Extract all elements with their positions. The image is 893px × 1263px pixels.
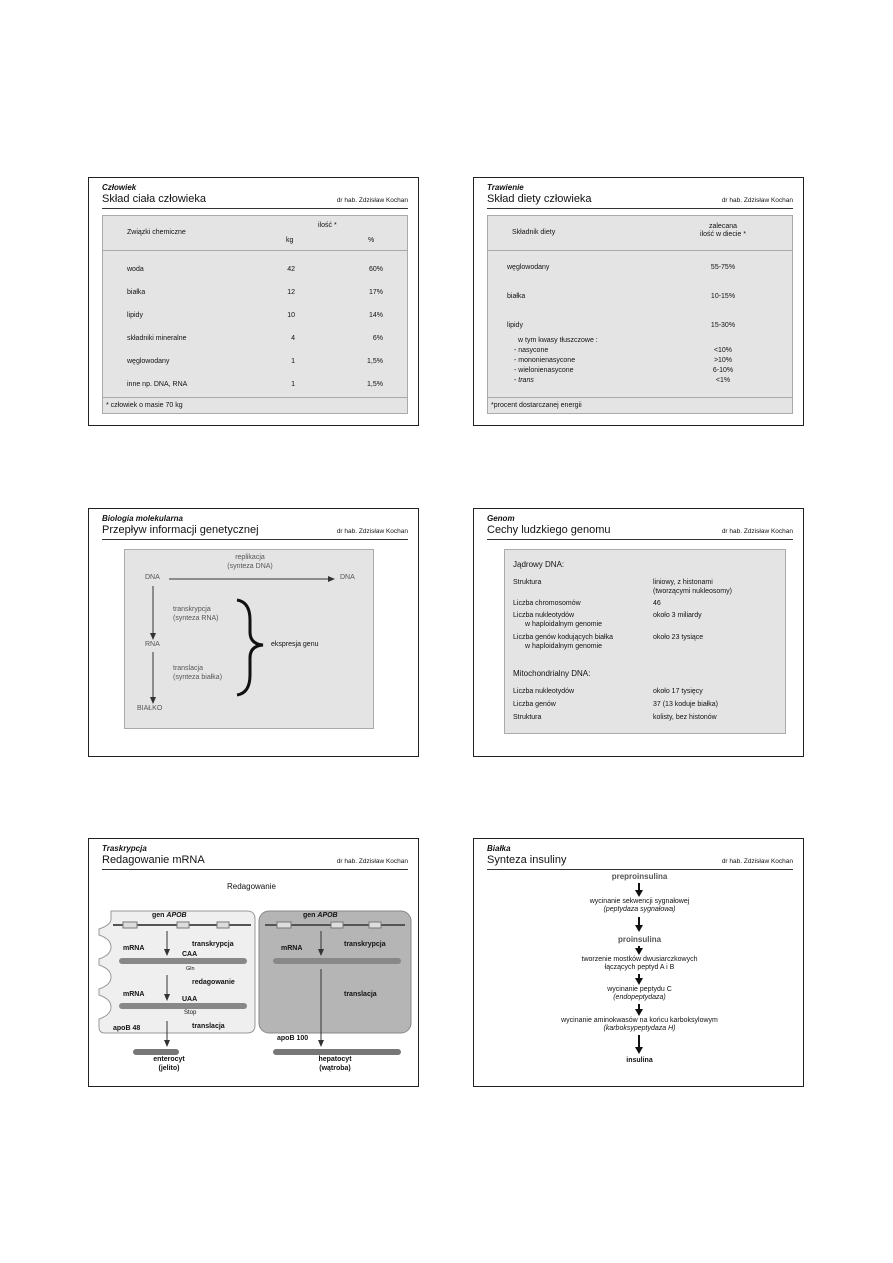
arrowhead bbox=[635, 925, 643, 932]
mrna-bar bbox=[273, 958, 401, 964]
slide-author: dr hab. Zdzisław Kochan bbox=[336, 858, 408, 865]
gene-label-left bbox=[152, 912, 187, 919]
replication-label: replikacja bbox=[235, 554, 265, 561]
stop-label: Stop bbox=[184, 1010, 197, 1016]
row-value: 55-75% bbox=[710, 264, 736, 271]
slide-title: Skład ciała człowieka bbox=[102, 193, 206, 205]
header-kg: kg bbox=[286, 237, 294, 244]
translation-sub: (synteza białka) bbox=[173, 674, 223, 681]
gene-prefix: gen bbox=[303, 912, 318, 919]
composition-table bbox=[102, 215, 408, 414]
slide-body-composition bbox=[88, 177, 419, 426]
row-pct: 14% bbox=[368, 312, 383, 319]
arrowhead bbox=[635, 890, 643, 897]
row-kg: 10 bbox=[287, 312, 295, 319]
row-pct: 1,5% bbox=[367, 358, 383, 365]
genome-key: Liczba genów kodujących białka bbox=[513, 634, 614, 641]
fat-heading: w tym kwasy tłuszczowe : bbox=[518, 337, 598, 344]
step-carboxyl: wycinanie aminokwasów na końcu karboksylowym bbox=[561, 1017, 718, 1024]
step-c-peptide: wycinanie peptydu C bbox=[607, 986, 672, 993]
genome-value-cont: (tworzącymi nukleosomy) bbox=[653, 588, 732, 595]
gene-name: APOB bbox=[166, 912, 187, 919]
genome-key: Liczba nukleotydów bbox=[513, 612, 575, 619]
editing-label: redagowanie bbox=[192, 979, 235, 986]
uaa-codon: UAA bbox=[182, 996, 198, 1003]
flow-diagram bbox=[124, 549, 374, 729]
mito-key: Liczba nukleotydów bbox=[513, 688, 575, 695]
header-component: Składnik diety bbox=[512, 229, 556, 236]
dna-node-right: DNA bbox=[340, 574, 355, 581]
slide-title: Przepływ informacji genetycznej bbox=[102, 524, 259, 536]
slide-human-genome bbox=[473, 508, 804, 757]
slide-title: Synteza insuliny bbox=[487, 854, 567, 866]
slide-author: dr hab. Zdzisław Kochan bbox=[721, 858, 793, 865]
preproinsulin: preproinsulina bbox=[611, 872, 668, 881]
gene-prefix: gen bbox=[152, 912, 167, 919]
row-name: białka bbox=[127, 289, 146, 296]
row-pct: 6% bbox=[372, 335, 383, 342]
hepatocyte-label: hepatocyt bbox=[318, 1056, 352, 1063]
row-kg: 1 bbox=[291, 358, 295, 365]
transcription-label: transkrypcja bbox=[173, 606, 211, 613]
slide-title: Skład diety człowieka bbox=[487, 193, 592, 205]
apob100-bar bbox=[273, 1049, 401, 1055]
gene-name: APOB bbox=[317, 912, 338, 919]
translation-label: translacja bbox=[173, 665, 203, 672]
row-pct: 17% bbox=[368, 289, 383, 296]
transcription-label: transkrypcja bbox=[344, 941, 386, 948]
enterocyte-label: enterocyt bbox=[153, 1056, 185, 1063]
proinsulin: proinsulina bbox=[617, 935, 662, 944]
dna-node: DNA bbox=[145, 574, 160, 581]
insulin: insulina bbox=[626, 1057, 653, 1064]
footnote: * człowiek o masie 70 kg bbox=[106, 402, 183, 409]
step-disulfide: tworzenie mostków dwusiarczkowych bbox=[581, 956, 698, 963]
transcription-sub: (synteza RNA) bbox=[173, 615, 219, 622]
nuclear-heading: Jądrowy DNA: bbox=[513, 560, 565, 569]
slide-diet-composition bbox=[473, 177, 804, 426]
row-kg: 4 bbox=[291, 335, 295, 342]
row-value: 10-15% bbox=[710, 293, 736, 300]
translation-label: translacja bbox=[192, 1023, 225, 1030]
exon-icon bbox=[331, 922, 343, 928]
row-name: lipidy bbox=[507, 322, 523, 329]
genome-value: około 23 tysiące bbox=[653, 634, 704, 641]
arrowhead bbox=[635, 1047, 643, 1054]
transcription-label: transkrypcja bbox=[192, 941, 234, 948]
exon-icon bbox=[123, 922, 137, 928]
flow-arrows bbox=[125, 550, 375, 730]
gln-label: Gln bbox=[186, 966, 195, 972]
header-recommended-2: ilość w diecie * bbox=[700, 231, 746, 238]
row-name: węglowodany bbox=[127, 358, 170, 365]
translation-arrowhead bbox=[150, 697, 156, 704]
fat-name-trans bbox=[514, 377, 534, 384]
mito-key: Liczba genów bbox=[513, 701, 556, 708]
replication-sub: (synteza DNA) bbox=[227, 563, 273, 570]
mito-value: 37 (13 koduje białka) bbox=[653, 701, 718, 708]
rna-node: RNA bbox=[145, 641, 160, 648]
slide-category: Biologia molekularna bbox=[102, 514, 183, 523]
header-pct: % bbox=[368, 237, 375, 244]
slide-author: dr hab. Zdzisław Kochan bbox=[336, 528, 408, 535]
enzyme-name: (karboksypeptydaza H) bbox=[603, 1025, 676, 1032]
enterocyte-sub: (jelito) bbox=[158, 1065, 180, 1072]
slide-title: Redagowanie mRNA bbox=[102, 854, 205, 866]
gene-label-right bbox=[303, 912, 338, 919]
enzyme-name: (peptydaza sygnałowa) bbox=[603, 906, 676, 913]
arrowhead bbox=[635, 978, 643, 985]
trans-word: trans bbox=[518, 377, 534, 384]
arrowhead bbox=[635, 1009, 643, 1016]
slide-category: Genom bbox=[487, 514, 515, 523]
title-rule bbox=[487, 208, 793, 209]
caa-codon: CAA bbox=[182, 951, 198, 958]
title-rule bbox=[102, 208, 408, 209]
mito-value: kolisty, bez histonów bbox=[653, 714, 717, 721]
row-kg: 12 bbox=[287, 289, 295, 296]
slide-title: Cechy ludzkiego genomu bbox=[487, 524, 611, 536]
header-recommended: zalecana bbox=[708, 223, 738, 230]
row-name: składniki mineralne bbox=[127, 335, 187, 342]
apob100-label: apoB 100 bbox=[277, 1035, 309, 1042]
expression-brace bbox=[237, 600, 263, 695]
slide-category: Białka bbox=[487, 844, 511, 853]
mrna-bar bbox=[119, 958, 247, 964]
hepatocyte-cell bbox=[259, 911, 411, 1033]
row-name: woda bbox=[127, 266, 144, 273]
genome-value: liniowy, z histonami bbox=[653, 579, 713, 586]
mito-key: Struktura bbox=[513, 714, 542, 721]
slide-genetic-flow bbox=[88, 508, 419, 757]
mrna-label: mRNA bbox=[281, 945, 303, 952]
row-name: białka bbox=[507, 293, 526, 300]
header-amount: ilość * bbox=[318, 222, 337, 229]
header-compound: Związki chemiczne bbox=[127, 229, 186, 236]
genome-key: Struktura bbox=[513, 579, 542, 586]
editing-diagram bbox=[89, 839, 420, 1088]
row-kg: 42 bbox=[287, 266, 295, 273]
trans-dash: - bbox=[514, 377, 519, 384]
row-name: lipidy bbox=[127, 312, 143, 319]
footnote: *procent dostarczanej energii bbox=[491, 402, 582, 409]
mrna-bar bbox=[119, 1003, 247, 1009]
fat-value: 6-10% bbox=[712, 367, 734, 374]
row-name: węglowodany bbox=[507, 264, 550, 271]
fat-value: <1% bbox=[715, 377, 731, 384]
slide-insulin-synthesis bbox=[473, 838, 804, 1087]
mito-heading: Mitochondrialny DNA: bbox=[513, 669, 591, 678]
fat-name: - nasycone bbox=[514, 347, 549, 354]
genome-key-cont: w haploidalnym genomie bbox=[525, 621, 603, 628]
slide-author: dr hab. Zdzisław Kochan bbox=[336, 197, 408, 204]
fat-name: - mononienasycone bbox=[514, 357, 576, 364]
insulin-arrows bbox=[474, 839, 805, 1088]
mrna-label: mRNA bbox=[123, 991, 145, 998]
enzyme-name: (endopeptydaza) bbox=[613, 994, 666, 1001]
title-rule bbox=[102, 539, 408, 540]
genome-key: Liczba chromosomów bbox=[513, 600, 581, 607]
step-signal-cleavage: wycinanie sekwencji sygnałowej bbox=[589, 898, 690, 905]
footer-divider bbox=[488, 397, 792, 398]
title-rule bbox=[487, 539, 793, 540]
apob48-label: apoB 48 bbox=[113, 1025, 141, 1032]
slide-category: Człowiek bbox=[102, 183, 137, 192]
hepatocyte-sub: (wątroba) bbox=[319, 1065, 351, 1072]
footer-divider bbox=[103, 397, 407, 398]
slide-author: dr hab. Zdzisław Kochan bbox=[721, 197, 793, 204]
slide-category: Traskrypcja bbox=[102, 844, 147, 853]
header-divider bbox=[488, 250, 792, 251]
row-name: inne np. DNA, RNA bbox=[127, 381, 188, 388]
mrna-label: mRNA bbox=[123, 945, 145, 952]
exon-icon bbox=[277, 922, 291, 928]
protein-node: BIAŁKO bbox=[137, 705, 163, 712]
fat-value: >10% bbox=[713, 357, 733, 364]
genome-value: 46 bbox=[653, 600, 661, 607]
arrowhead bbox=[318, 1040, 324, 1047]
row-pct: 1,5% bbox=[367, 381, 383, 388]
diet-table bbox=[487, 215, 793, 414]
step-disulfide-cont: łączących peptyd A i B bbox=[604, 964, 675, 971]
genome-key-cont: w haploidalnym genomie bbox=[525, 643, 603, 650]
mito-value: około 17 tysięcy bbox=[653, 688, 703, 695]
replication-arrowhead bbox=[328, 576, 335, 582]
genome-value: około 3 miliardy bbox=[653, 612, 702, 619]
exon-icon bbox=[217, 922, 229, 928]
enterocyte-cell bbox=[99, 911, 255, 1033]
row-pct: 60% bbox=[368, 266, 383, 273]
exon-icon bbox=[369, 922, 381, 928]
translation-label: translacja bbox=[344, 991, 377, 998]
genome-table bbox=[504, 549, 786, 734]
editing-heading: Redagowanie bbox=[227, 882, 276, 891]
exon-icon bbox=[177, 922, 189, 928]
apob48-bar bbox=[133, 1049, 179, 1055]
fat-value: <10% bbox=[713, 347, 733, 354]
row-value: 15-30% bbox=[710, 322, 736, 329]
slide-author: dr hab. Zdzisław Kochan bbox=[721, 528, 793, 535]
transcription-arrowhead bbox=[150, 633, 156, 640]
slide-category: Trawienie bbox=[487, 183, 524, 192]
arrowhead bbox=[164, 1040, 170, 1047]
row-kg: 1 bbox=[291, 381, 295, 388]
expression-label: ekspresja genu bbox=[271, 641, 319, 648]
header-divider bbox=[103, 250, 407, 251]
slide-mrna-editing bbox=[88, 838, 419, 1087]
arrowhead bbox=[635, 948, 643, 955]
fat-name: - wielonienasycone bbox=[514, 367, 574, 374]
